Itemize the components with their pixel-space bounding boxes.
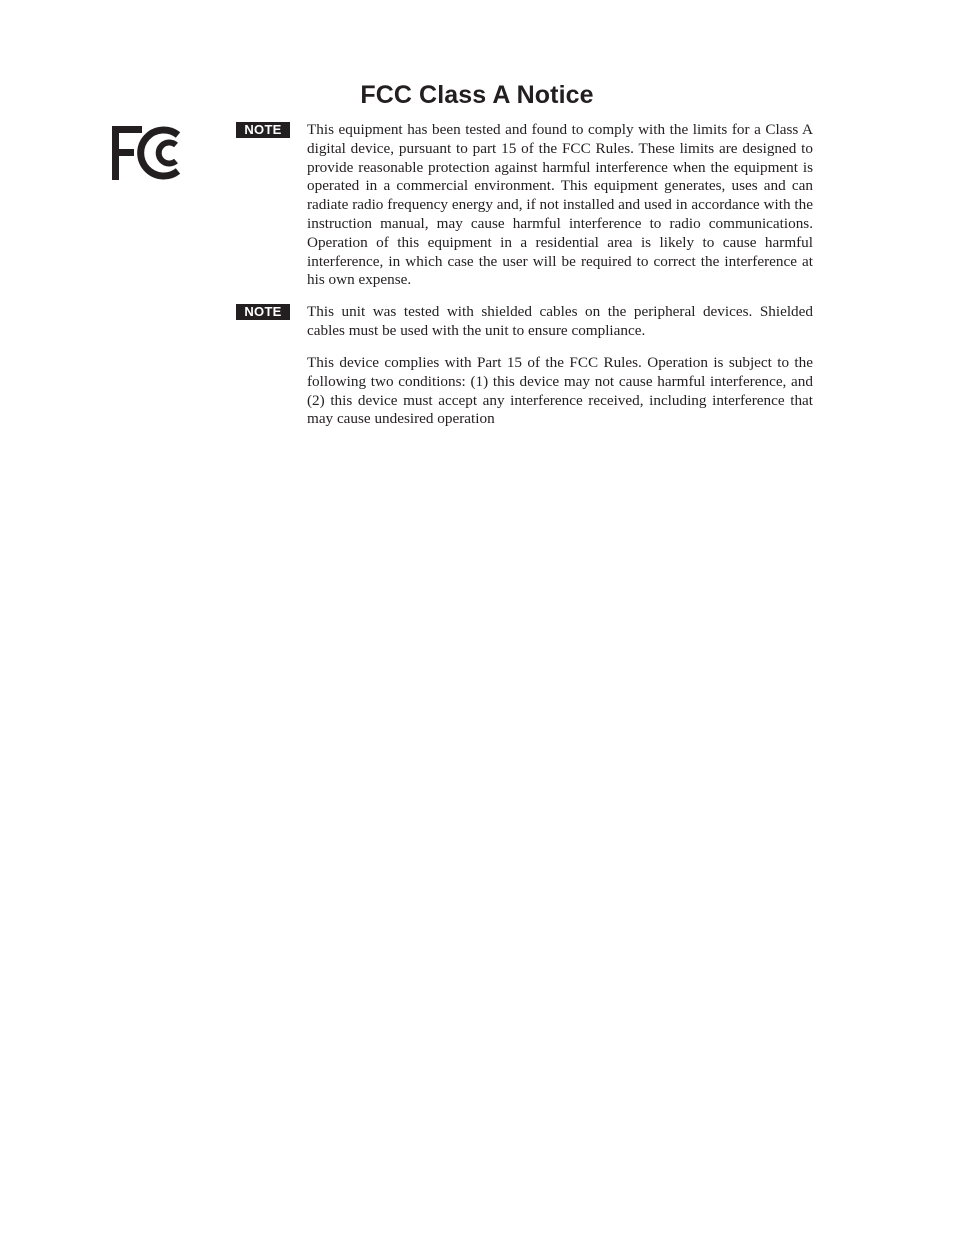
compliance-paragraph: This device complies with Part 15 of the FCC Rules. Operation is subject to the following two conditions: (1) this device may not cause harmful interference, and (2) this device must accept any interference received, including interference that may cause undesired operation	[307, 354, 813, 428]
note-badge: NOTE	[236, 122, 290, 138]
fcc-logo-icon	[110, 123, 190, 183]
page-title: FCC Class A Notice	[360, 81, 594, 109]
note-paragraph-shielded-cables: This unit was tested with shielded cables on the peripheral devices. Shielded cables must be used with the unit to ensure compliance.	[307, 303, 813, 339]
note-badge: NOTE	[236, 304, 290, 320]
note-paragraph-class-a: This equipment has been tested and found to comply with the limits for a Class A digital device, pursuant to part 15 of the FCC Rules. These limits are designed to provide reasonable protection against harmful interference when the equipment is operated in a commercial environment. This equipment generates, uses and can radiate radio frequency energy and, if not installed and used in accordance with the instruction manual, may cause harmful interference to radio communications. Operation of this equipment in a residential area is likely to cause harmful interference, in which case the user will be required to correct the interference at his own expense.	[307, 121, 813, 289]
